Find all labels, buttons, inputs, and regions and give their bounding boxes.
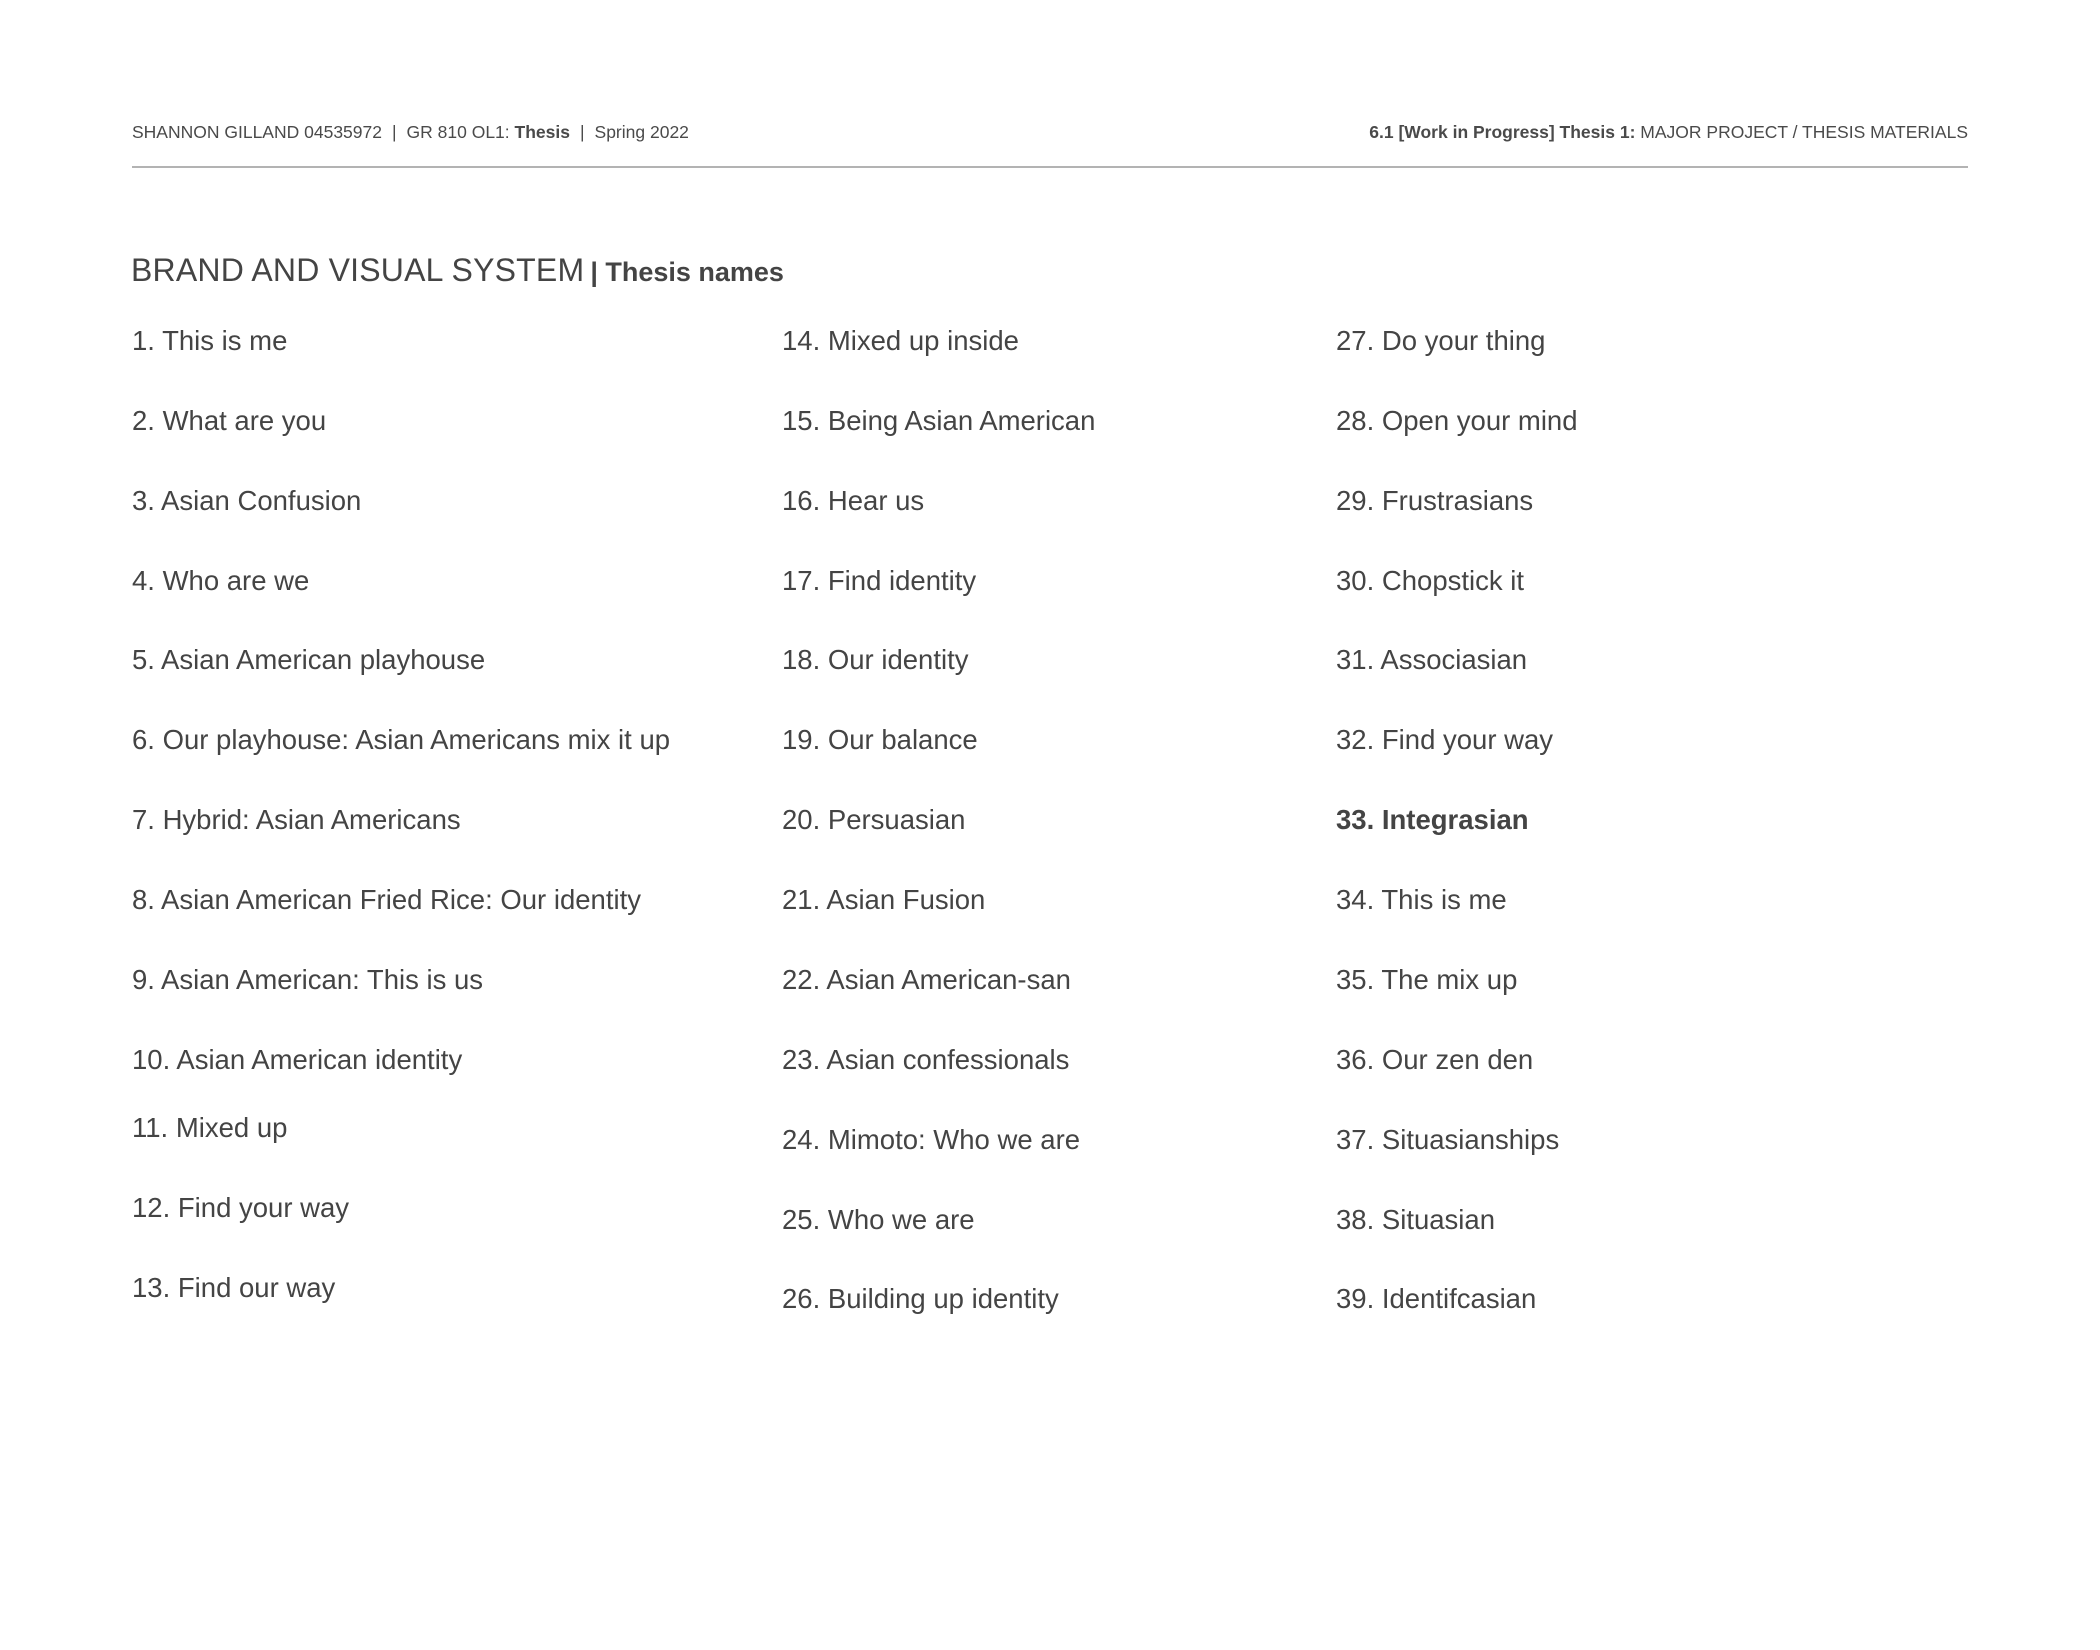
thesis-name-item: 39. Identifcasian [1336,1283,1537,1314]
thesis-name-item: 29. Frustrasians [1336,485,1534,516]
header-course-info [132,122,689,143]
header-section-title: MAJOR PROJECT / THESIS MATERIALS [1640,122,1968,142]
header-divider: | [579,122,585,142]
page-title-sub: | Thesis names [590,257,784,287]
header-divider: | [391,122,397,142]
thesis-name-item: 19. Our balance [782,724,978,755]
thesis-name-item: 17. Find identity [782,565,977,596]
thesis-name-item: 23. Asian confessionals [782,1044,1070,1075]
header-term: Spring 2022 [594,122,689,142]
thesis-name-item: 14. Mixed up inside [782,325,1019,356]
thesis-name-item: 12. Find your way [132,1192,350,1223]
thesis-name-item: 7. Hybrid: Asian Americans [132,804,461,835]
header-author: SHANNON GILLAND 04535972 [132,122,382,142]
thesis-name-item: 18. Our identity [782,644,969,675]
thesis-name-item: 32. Find your way [1336,724,1554,755]
thesis-name-item: 11. Mixed up [132,1112,288,1143]
thesis-name-item: 13. Find our way [132,1272,336,1303]
thesis-name-item: 1. This is me [132,325,288,356]
thesis-name-item: 20. Persuasian [782,804,966,835]
page-title [131,252,784,289]
header-section-bold: 6.1 [Work in Progress] Thesis 1: [1369,122,1636,142]
thesis-name-item: 33. Integrasian [1336,804,1529,835]
thesis-name-item: 30. Chopstick it [1336,565,1525,596]
thesis-name-item: 8. Asian American Fried Rice: Our identity [132,884,641,915]
thesis-name-item: 2. What are you [132,405,327,436]
thesis-name-item: 15. Being Asian American [782,405,1096,436]
header-section-info [1369,122,1968,143]
thesis-name-item: 37. Situasianships [1336,1124,1560,1155]
thesis-name-item: 6. Our playhouse: Asian Americans mix it up [132,724,671,755]
thesis-name-item: 25. Who we are [782,1204,975,1235]
thesis-name-item: 3. Asian Confusion [132,485,362,516]
header-course-bold: Thesis [514,122,570,142]
thesis-name-item: 36. Our zen den [1336,1044,1534,1075]
thesis-name-item: 10. Asian American identity [132,1044,463,1075]
thesis-name-item: 28. Open your mind [1336,405,1578,436]
thesis-name-item: 24. Mimoto: Who we are [782,1124,1081,1155]
thesis-name-item: 35. The mix up [1336,964,1518,995]
page-header [132,122,1968,150]
thesis-name-item: 5. Asian American playhouse [132,644,486,675]
thesis-name-item: 16. Hear us [782,485,925,516]
thesis-name-item: 9. Asian American: This is us [132,964,484,995]
thesis-name-item: 34. This is me [1336,884,1507,915]
header-divider-line [132,166,1968,168]
thesis-name-item: 38. Situasian [1336,1204,1495,1235]
thesis-name-item: 26. Building up identity [782,1283,1059,1314]
thesis-name-item: 31. Associasian [1336,644,1528,675]
thesis-name-item: 4. Who are we [132,565,310,596]
thesis-name-item: 27. Do your thing [1336,325,1546,356]
header-course: GR 810 OL1: [406,122,510,142]
page-title-main: BRAND AND VISUAL SYSTEM [131,252,585,288]
thesis-name-item: 22. Asian American-san [782,964,1071,995]
thesis-name-item: 21. Asian Fusion [782,884,986,915]
